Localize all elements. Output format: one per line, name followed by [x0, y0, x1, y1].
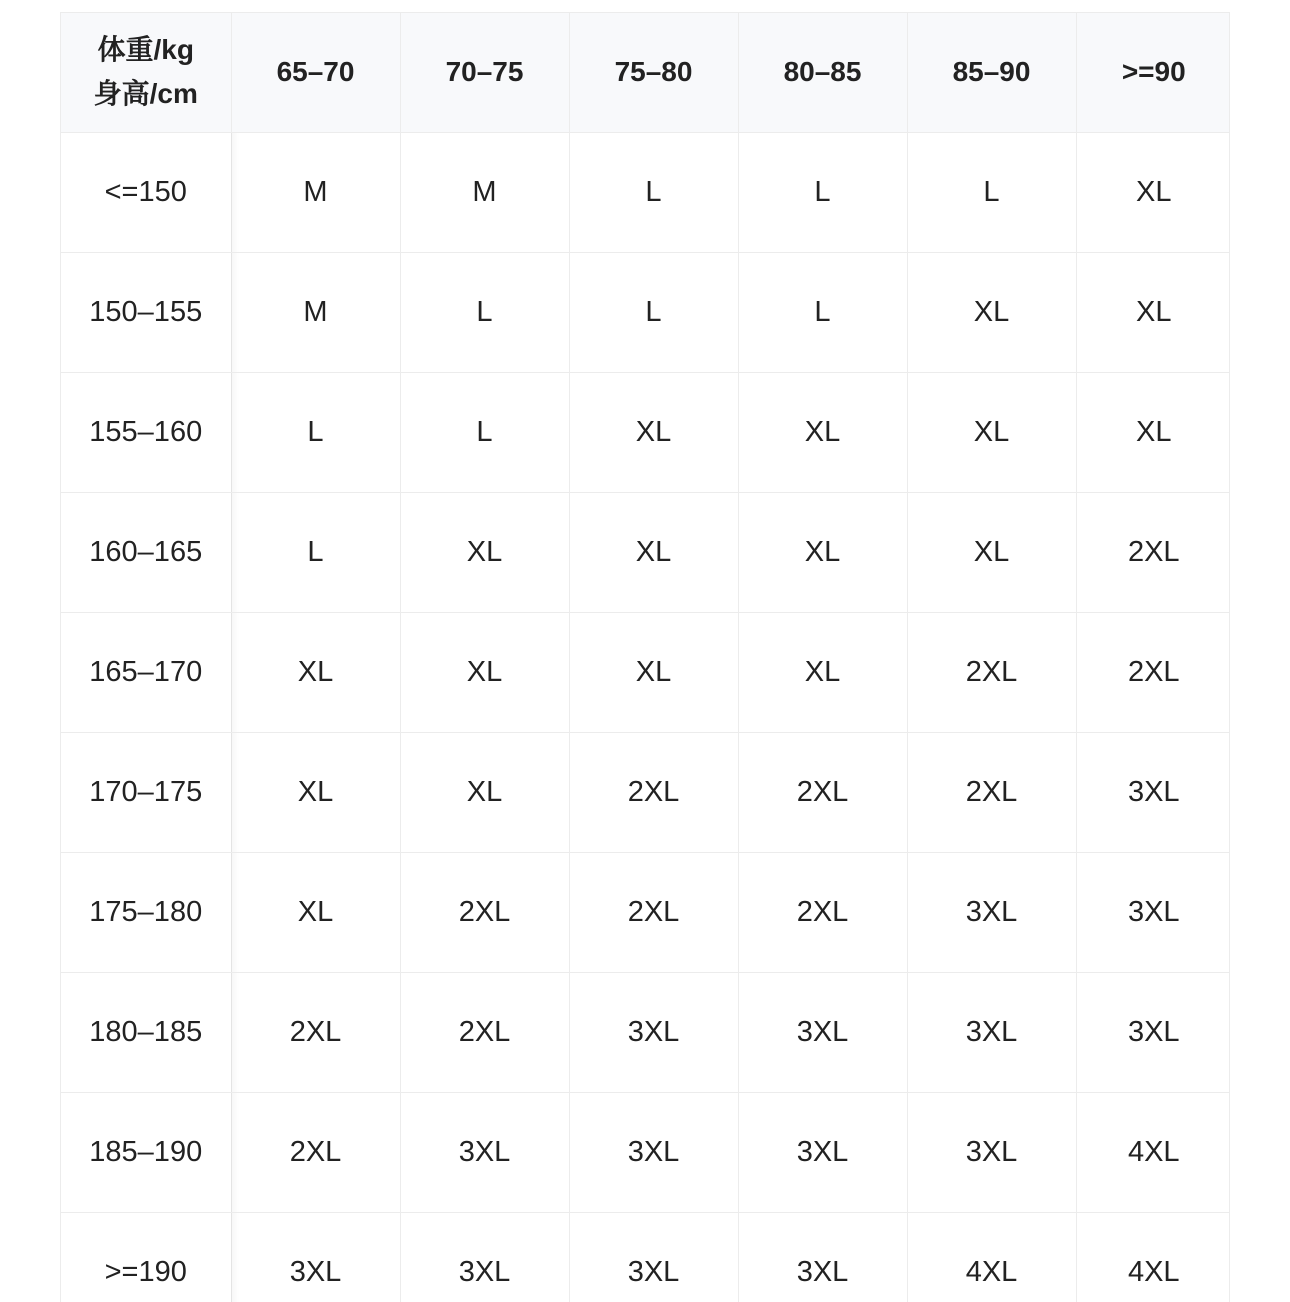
table-row	[61, 492, 1230, 612]
size-cell: XL	[569, 372, 738, 492]
table-row	[61, 972, 1230, 1092]
height-range-cell: <=150	[61, 132, 231, 252]
size-cell: M	[400, 132, 569, 252]
table-row	[61, 612, 1230, 732]
weight-range-header: 75–80	[569, 13, 738, 132]
header-row	[61, 13, 1230, 132]
height-range-cell: 155–160	[61, 372, 231, 492]
size-cell: 3XL	[1076, 972, 1230, 1092]
size-cell: L	[231, 372, 400, 492]
size-cell: 3XL	[1076, 732, 1230, 852]
size-cell: L	[907, 132, 1076, 252]
size-cell: XL	[569, 612, 738, 732]
size-cell: XL	[231, 612, 400, 732]
table-row	[61, 372, 1230, 492]
table-row	[61, 252, 1230, 372]
size-cell: 3XL	[907, 972, 1076, 1092]
height-range-cell: 150–155	[61, 252, 231, 372]
size-table	[61, 13, 1230, 1302]
size-cell: L	[400, 252, 569, 372]
size-cell: 3XL	[400, 1212, 569, 1302]
height-unit-label: 身高/cm	[93, 78, 198, 110]
height-range-cell: 185–190	[61, 1092, 231, 1212]
height-range-cell: 165–170	[61, 612, 231, 732]
table-row	[61, 1212, 1230, 1302]
size-cell: 2XL	[738, 852, 907, 972]
weight-range-header: >=90	[1076, 13, 1230, 132]
size-cell: L	[738, 132, 907, 252]
size-cell: 2XL	[231, 1092, 400, 1212]
size-cell: XL	[1076, 252, 1230, 372]
height-range-cell: 170–175	[61, 732, 231, 852]
height-range-cell: >=190	[61, 1212, 231, 1302]
size-cell: XL	[400, 612, 569, 732]
height-range-cell: 180–185	[61, 972, 231, 1092]
size-cell: L	[738, 252, 907, 372]
size-cell: XL	[231, 852, 400, 972]
size-cell: XL	[569, 492, 738, 612]
size-cell: 4XL	[1076, 1092, 1230, 1212]
size-cell: XL	[907, 492, 1076, 612]
size-cell: XL	[1076, 132, 1230, 252]
size-cell: XL	[400, 732, 569, 852]
table-row	[61, 132, 1230, 252]
weight-range-header: 65–70	[231, 13, 400, 132]
height-range-cell: 175–180	[61, 852, 231, 972]
size-cell: XL	[907, 252, 1076, 372]
size-cell: L	[231, 492, 400, 612]
size-cell: 4XL	[1076, 1212, 1230, 1302]
size-cell: 2XL	[569, 852, 738, 972]
size-cell: XL	[907, 372, 1076, 492]
size-cell: 2XL	[231, 972, 400, 1092]
size-cell: XL	[738, 372, 907, 492]
size-cell: 3XL	[738, 1092, 907, 1212]
size-cell: 2XL	[1076, 612, 1230, 732]
size-cell: M	[231, 252, 400, 372]
size-cell: 2XL	[738, 732, 907, 852]
table-row	[61, 1092, 1230, 1212]
size-cell: 3XL	[738, 1212, 907, 1302]
size-cell: XL	[1076, 372, 1230, 492]
weight-range-header: 80–85	[738, 13, 907, 132]
size-cell: 3XL	[231, 1212, 400, 1302]
size-cell: L	[400, 372, 569, 492]
size-cell: XL	[400, 492, 569, 612]
size-cell: 3XL	[738, 972, 907, 1092]
size-cell: 3XL	[907, 1092, 1076, 1212]
size-cell: 3XL	[1076, 852, 1230, 972]
size-cell: 2XL	[400, 972, 569, 1092]
size-cell: 3XL	[569, 1092, 738, 1212]
size-cell: 3XL	[569, 1212, 738, 1302]
table-row	[61, 852, 1230, 972]
size-cell: 3XL	[907, 852, 1076, 972]
size-cell: 4XL	[907, 1212, 1076, 1302]
size-cell: XL	[231, 732, 400, 852]
size-cell: M	[231, 132, 400, 252]
size-cell: XL	[738, 492, 907, 612]
size-cell: 2XL	[907, 732, 1076, 852]
size-cell: 2XL	[1076, 492, 1230, 612]
size-cell: 3XL	[569, 972, 738, 1092]
size-cell: L	[569, 252, 738, 372]
size-cell: XL	[738, 612, 907, 732]
weight-unit-label: 体重/kg	[97, 34, 194, 66]
size-cell: 3XL	[400, 1092, 569, 1212]
size-cell: 2XL	[400, 852, 569, 972]
weight-range-header: 85–90	[907, 13, 1076, 132]
size-cell: 2XL	[569, 732, 738, 852]
size-cell: 2XL	[907, 612, 1076, 732]
height-range-cell: 160–165	[61, 492, 231, 612]
size-chart	[60, 12, 1230, 1302]
corner-header	[61, 13, 231, 132]
weight-range-header: 70–75	[400, 13, 569, 132]
size-cell: L	[569, 132, 738, 252]
table-row	[61, 732, 1230, 852]
